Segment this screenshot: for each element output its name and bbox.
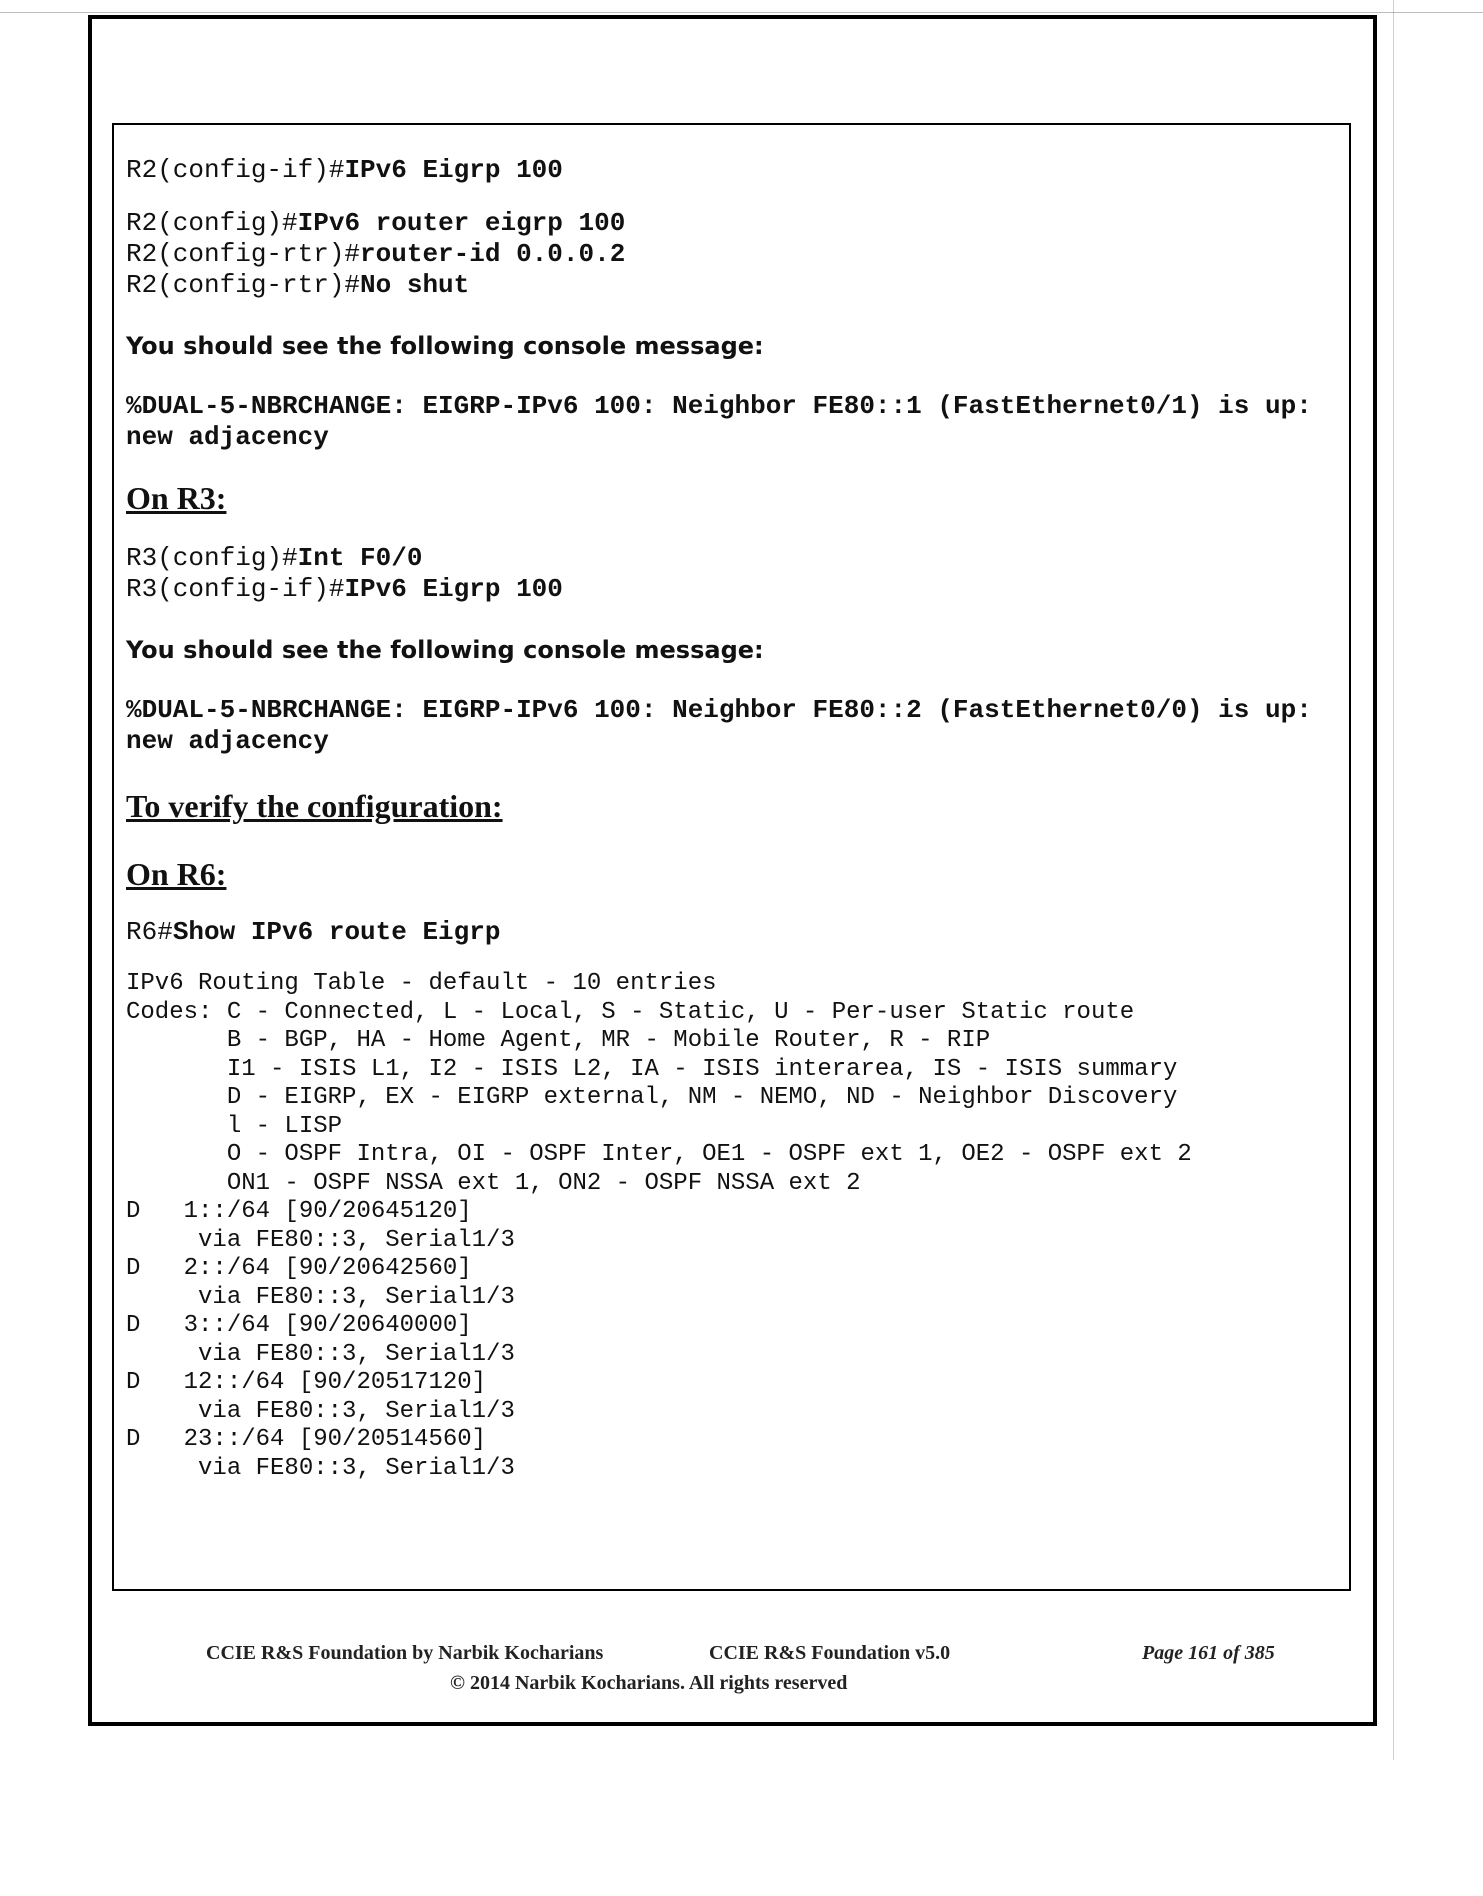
command-prompt: R2(config-if)# [126, 155, 345, 185]
command-block-r2-router [126, 208, 1335, 301]
output-line: D 1::/64 [90/20645120] [126, 1198, 472, 1225]
output-line: D - EIGRP, EX - EIGRP external, NM - NEMO, ND - Neighbor Discovery [126, 1084, 1178, 1111]
command-line [126, 270, 1335, 301]
content-box [112, 123, 1351, 1591]
command-prompt: R2(config-rtr)# [126, 270, 361, 300]
footer-book-title: CCIE R&S Foundation by Narbik Kocharians [206, 1642, 604, 1664]
output-line: D 23::/64 [90/20514560] [126, 1426, 487, 1453]
command-prompt: R3(config)# [126, 543, 298, 573]
command-prompt: R6# [126, 917, 173, 947]
command-line [126, 917, 1335, 948]
console-message: %DUAL-5-NBRCHANGE: EIGRP-IPv6 100: Neighbor FE80::2 (FastEthernet0/0) is up: new adjacency [126, 695, 1328, 756]
routing-table-output [126, 970, 1335, 1483]
output-line: IPv6 Routing Table - default - 10 entries [126, 970, 717, 997]
output-line: D 3::/64 [90/20640000] [126, 1312, 472, 1339]
footer-copyright: © 2014 Narbik Kocharians. All rights reserved [450, 1672, 848, 1694]
command-block-r2-interface [126, 155, 1335, 186]
command-text: Int F0/0 [297, 543, 423, 573]
output-line: l - LISP [126, 1112, 343, 1140]
output-line: O - OSPF Intra, OI - OSPF Inter, OE1 - OSPF ext 1, OE2 - OSPF ext 2 [126, 1141, 1192, 1168]
output-line: Codes: C - Connected, L - Local, S - Static, U - Per-user Static route [126, 998, 1135, 1026]
section-heading-verify: To verify the configuration: [126, 788, 503, 824]
command-text: router-id 0.0.0.2 [360, 239, 626, 269]
output-line: D 2::/64 [90/20642560] [126, 1255, 472, 1282]
page-footer [112, 1642, 1351, 1694]
command-prompt: R3(config-if)# [126, 574, 345, 604]
command-line [126, 543, 1335, 574]
console-note: You should see the following console message: [126, 332, 764, 360]
output-line: D 12::/64 [90/20517120] [126, 1369, 487, 1396]
console-message: %DUAL-5-NBRCHANGE: EIGRP-IPv6 100: Neighbor FE80::1 (FastEthernet0/1) is up: new adjacency [126, 391, 1328, 452]
output-line: via FE80::3, Serial1/3 [126, 1226, 515, 1254]
command-text: IPv6 Eigrp 100 [344, 155, 563, 185]
command-text: IPv6 Eigrp 100 [344, 574, 563, 604]
command-text: IPv6 router eigrp 100 [297, 208, 626, 238]
output-line: via FE80::3, Serial1/3 [126, 1397, 515, 1425]
command-line [126, 208, 1335, 239]
command-line [126, 239, 1335, 270]
output-line: via FE80::3, Serial1/3 [126, 1340, 515, 1368]
command-prompt: R2(config-rtr)# [126, 239, 361, 269]
output-line: I1 - ISIS L1, I2 - ISIS L2, IA - ISIS interarea, IS - ISIS summary [126, 1055, 1178, 1083]
output-line: via FE80::3, Serial1/3 [126, 1454, 515, 1482]
section-heading-r6: On R6: [126, 856, 227, 892]
output-line: B - BGP, HA - Home Agent, MR - Mobile Router, R - RIP [126, 1027, 991, 1054]
section-heading-r3: On R3: [126, 480, 227, 516]
footer-edition: CCIE R&S Foundation v5.0 [709, 1642, 951, 1664]
command-line [126, 574, 1335, 605]
command-prompt: R2(config)# [126, 208, 298, 238]
command-line [126, 155, 1335, 186]
console-note: You should see the following console message: [126, 636, 764, 664]
command-text: Show IPv6 route Eigrp [172, 917, 501, 947]
output-line: via FE80::3, Serial1/3 [126, 1283, 515, 1311]
command-text: No shut [360, 270, 470, 300]
command-block-r3 [126, 543, 1335, 605]
footer-page-number: Page 161 of 385 [1142, 1642, 1275, 1664]
output-line: ON1 - OSPF NSSA ext 1, ON2 - OSPF NSSA ext 2 [126, 1169, 861, 1197]
scan-artifact-line [1393, 0, 1394, 1760]
command-block-r6 [126, 917, 1335, 948]
scan-artifact-line [0, 12, 1483, 13]
